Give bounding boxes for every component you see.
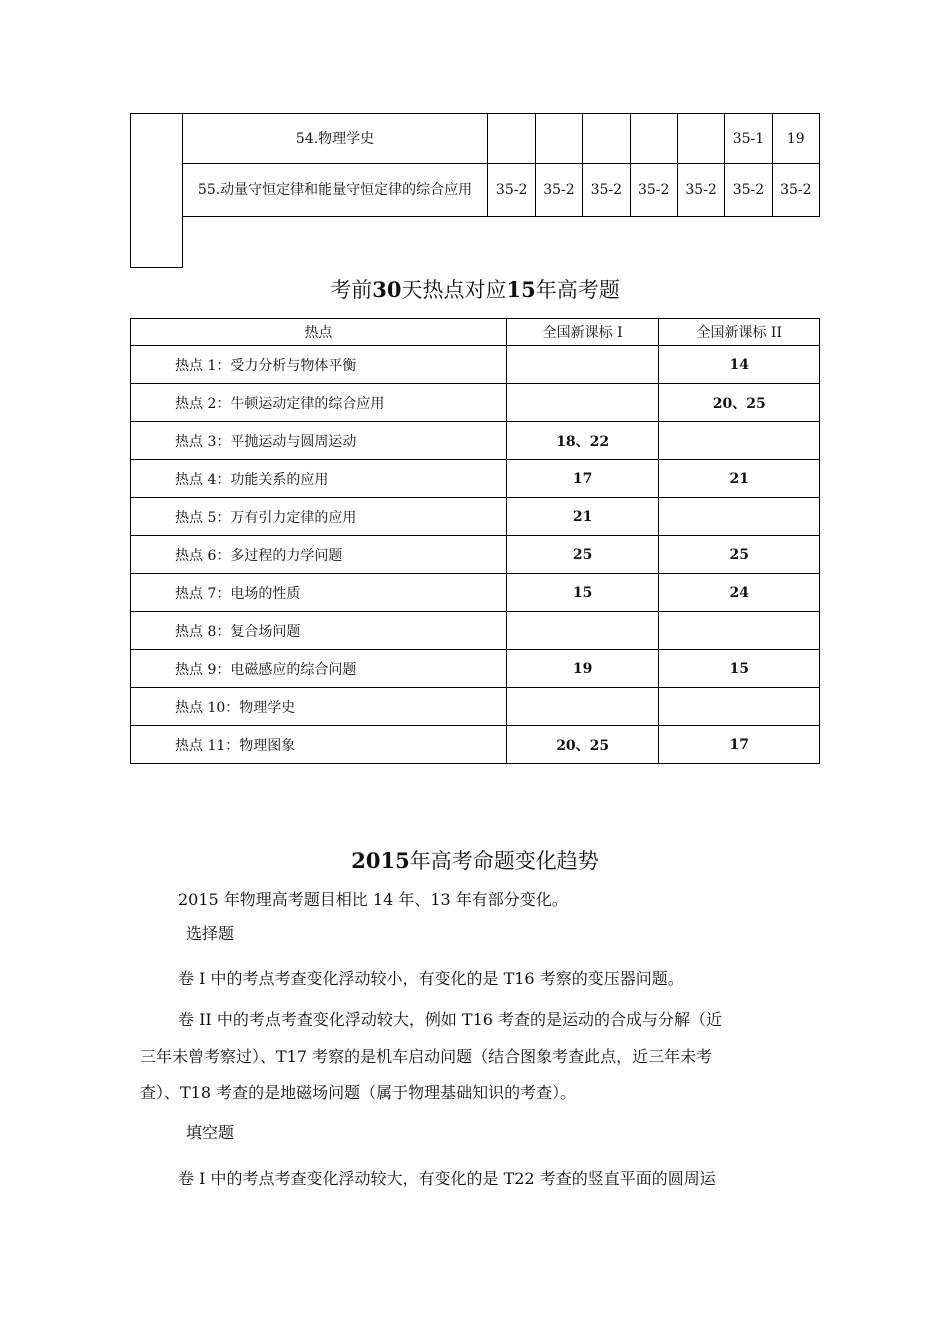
hotspot-name: 热点 11：物理图象	[131, 726, 507, 764]
table-row	[131, 574, 820, 612]
section-heading-fill: 填空题	[186, 1123, 235, 1142]
hotspot-name: 热点 7：电场的性质	[131, 574, 507, 612]
national-1-value: 21	[506, 498, 659, 536]
national-1-value: 25	[506, 536, 659, 574]
table-row	[131, 460, 820, 498]
national-2-value: 25	[659, 536, 820, 574]
intro-paragraph: 2015 年物理高考题目相比 14 年、13 年有部分变化。	[178, 890, 568, 909]
value-cell	[488, 114, 535, 164]
table-row	[131, 650, 820, 688]
value-cell: 35-2	[725, 164, 772, 217]
value-cell	[677, 114, 724, 164]
table-row	[131, 422, 820, 460]
table-row	[131, 217, 820, 268]
value-cell: 19	[772, 114, 819, 164]
national-2-value: 21	[659, 460, 820, 498]
hotspot-name: 热点 4：功能关系的应用	[131, 460, 507, 498]
national-2-value: 14	[659, 346, 820, 384]
table-row	[131, 346, 820, 384]
paragraph-2-line-3: 查）、T18 考查的是地磁场问题（属于物理基础知识的考查）。	[140, 1083, 577, 1102]
hotspot-name: 热点 1：受力分析与物体平衡	[131, 346, 507, 384]
national-1-value	[506, 346, 659, 384]
national-1-value: 18、22	[506, 422, 659, 460]
table-row	[131, 114, 820, 164]
section-heading-choice: 选择题	[186, 924, 235, 943]
national-2-value: 24	[659, 574, 820, 612]
national-2-value	[659, 498, 820, 536]
national-2-value: 17	[659, 726, 820, 764]
national-2-value	[659, 688, 820, 726]
value-cell: 35-2	[630, 164, 677, 217]
table-row	[131, 688, 820, 726]
hotspot-name: 热点 8：复合场问题	[131, 612, 507, 650]
hotspot-name: 热点 5：万有引力定律的应用	[131, 498, 507, 536]
hot-topics-title: 考前30天热点对应15年高考题	[330, 277, 620, 302]
hotspot-name: 热点 3：平抛运动与圆周运动	[131, 422, 507, 460]
header-national-1: 全国新课标 I	[506, 319, 659, 346]
value-cell: 35-1	[725, 114, 772, 164]
table-row	[131, 612, 820, 650]
paragraph-2-line-1: 卷 II 中的考点考查变化浮动较大，例如 T16 考查的是运动的合成与分解（近	[178, 1010, 723, 1029]
national-2-value: 20、25	[659, 384, 820, 422]
national-1-value: 19	[506, 650, 659, 688]
national-1-value	[506, 384, 659, 422]
paragraph-3: 卷 I 中的考点考查变化浮动较大，有变化的是 T22 考查的竖直平面的圆周运	[178, 1169, 716, 1188]
value-cell: 35-2	[772, 164, 819, 217]
empty-cell	[488, 217, 820, 268]
paragraph-2-line-2: 三年未曾考察过）、T17 考察的是机车启动问题（结合图象考查此点，近三年未考	[140, 1047, 713, 1066]
national-2-value: 15	[659, 650, 820, 688]
table-row	[131, 164, 820, 217]
trend-title: 2015年高考命题变化趋势	[351, 848, 599, 873]
national-1-value	[506, 612, 659, 650]
national-2-value	[659, 612, 820, 650]
value-cell	[630, 114, 677, 164]
hotspot-name: 热点 6：多过程的力学问题	[131, 536, 507, 574]
value-cell: 35-2	[535, 164, 582, 217]
paragraph-1: 卷 I 中的考点考查变化浮动较小，有变化的是 T16 考察的变压器问题。	[178, 969, 684, 988]
national-1-value: 20、25	[506, 726, 659, 764]
table-row	[131, 498, 820, 536]
table-row	[131, 384, 820, 422]
hotspot-name: 热点 10：物理学史	[131, 688, 507, 726]
hotspot-name: 热点 2：牛顿运动定律的综合应用	[131, 384, 507, 422]
table-row	[131, 726, 820, 764]
table-header-row	[131, 319, 820, 346]
hot-topics-table	[130, 318, 820, 764]
national-1-value	[506, 688, 659, 726]
item-label: 55.动量守恒定律和能量守恒定律的综合应用	[182, 164, 488, 217]
national-1-value: 15	[506, 574, 659, 612]
value-cell: 35-2	[677, 164, 724, 217]
item-label: 54.物理学史	[182, 114, 488, 164]
hotspot-name: 热点 9：电磁感应的综合问题	[131, 650, 507, 688]
value-cell	[535, 114, 582, 164]
top-fragment-table	[130, 113, 820, 268]
side-cell	[131, 114, 183, 268]
empty-cell	[182, 217, 488, 268]
national-1-value: 17	[506, 460, 659, 498]
table-row	[131, 536, 820, 574]
header-hotspot: 热点	[131, 319, 507, 346]
national-2-value	[659, 422, 820, 460]
header-national-2: 全国新课标 II	[659, 319, 820, 346]
value-cell	[583, 114, 630, 164]
value-cell: 35-2	[488, 164, 535, 217]
value-cell: 35-2	[583, 164, 630, 217]
